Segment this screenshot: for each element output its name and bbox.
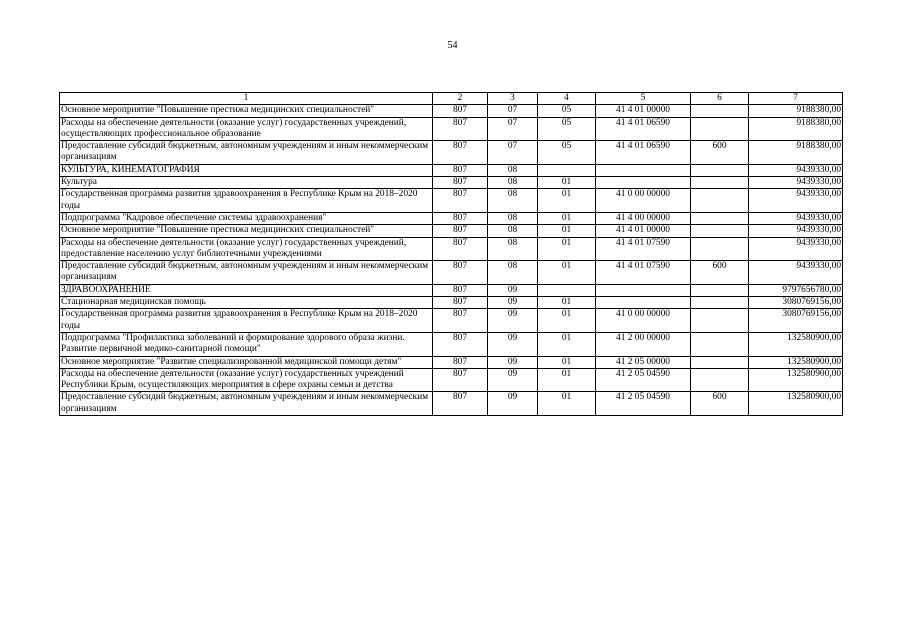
table-row	[60, 177, 843, 189]
budget-table	[59, 92, 843, 416]
row-name: Основное мероприятие "Повышение престижа медицинских специальностей"	[60, 225, 433, 237]
table-row	[60, 261, 843, 285]
row-name: Государственная программа развития здравоохранения в Республике Крым на 2018–2020 годы	[60, 309, 433, 333]
row-csr: 41 4 00 00000	[596, 212, 691, 224]
row-sum: 9439330,00	[749, 261, 843, 285]
row-rz: 08	[488, 177, 538, 189]
row-ved: 807	[433, 261, 488, 285]
row-vr: 600	[691, 261, 749, 285]
row-sum: 9188380,00	[749, 105, 843, 117]
row-ved: 807	[433, 117, 488, 141]
row-name: Основное мероприятие "Развитие специализированной медицинской помощи детям"	[60, 356, 433, 368]
row-vr	[691, 164, 749, 176]
row-name: Расходы на обеспечение деятельности (оказание услуг) государственных учреждений, осуществляющих профессиональное образование	[60, 117, 433, 141]
row-rz: 08	[488, 225, 538, 237]
row-rz: 09	[488, 356, 538, 368]
row-csr: 41 0 00 00000	[596, 309, 691, 333]
row-pr: 05	[538, 105, 596, 117]
column-header-2: 2	[433, 93, 488, 105]
table-row	[60, 297, 843, 309]
row-ved: 807	[433, 189, 488, 213]
row-csr: 41 2 05 00000	[596, 356, 691, 368]
column-header-5: 5	[596, 93, 691, 105]
column-header-6: 6	[691, 93, 749, 105]
row-rz: 09	[488, 368, 538, 392]
row-vr	[691, 177, 749, 189]
row-sum: 9797656780,00	[749, 284, 843, 296]
row-sum: 9439330,00	[749, 225, 843, 237]
table-row	[60, 164, 843, 176]
row-pr: 01	[538, 356, 596, 368]
row-rz: 09	[488, 309, 538, 333]
row-ved: 807	[433, 368, 488, 392]
row-name: Расходы на обеспечение деятельности (оказание услуг) государственных учреждений Республики Крым, осуществляющих мероприятия в сфере охраны семьи и детства	[60, 368, 433, 392]
row-sum: 132580900,00	[749, 368, 843, 392]
row-name: ЗДРАВООХРАНЕНИЕ	[60, 284, 433, 296]
row-sum: 132580900,00	[749, 356, 843, 368]
row-ved: 807	[433, 356, 488, 368]
row-vr	[691, 332, 749, 356]
row-sum: 9439330,00	[749, 189, 843, 213]
row-pr: 01	[538, 212, 596, 224]
row-pr: 01	[538, 297, 596, 309]
row-rz: 08	[488, 261, 538, 285]
row-vr	[691, 117, 749, 141]
row-name: Предоставление субсидий бюджетным, автономным учреждениям и иным некоммерческим организациям	[60, 392, 433, 416]
row-pr: 01	[538, 225, 596, 237]
row-pr: 05	[538, 117, 596, 141]
table-row	[60, 225, 843, 237]
row-ved: 807	[433, 309, 488, 333]
table-header-row	[60, 93, 843, 105]
row-rz: 09	[488, 332, 538, 356]
row-csr	[596, 177, 691, 189]
table-row	[60, 368, 843, 392]
row-vr	[691, 309, 749, 333]
row-csr: 41 2 05 04590	[596, 368, 691, 392]
row-name: Подпрограмма "Профилактика заболеваний и формирование здорового образа жизни. Развитие первичной медико-санитарной помощи"	[60, 332, 433, 356]
row-rz: 09	[488, 297, 538, 309]
row-vr	[691, 212, 749, 224]
row-sum: 132580900,00	[749, 332, 843, 356]
row-vr	[691, 105, 749, 117]
row-csr: 41 4 01 00000	[596, 225, 691, 237]
row-rz: 07	[488, 141, 538, 165]
page-number: 54	[447, 40, 458, 51]
row-csr: 41 4 01 07590	[596, 237, 691, 261]
row-rz: 07	[488, 117, 538, 141]
row-vr: 600	[691, 141, 749, 165]
column-header-3: 3	[488, 93, 538, 105]
row-pr: 01	[538, 392, 596, 416]
row-name: Предоставление субсидий бюджетным, автономным учреждениям и иным некоммерческим организациям	[60, 141, 433, 165]
row-rz: 08	[488, 212, 538, 224]
row-ved: 807	[433, 212, 488, 224]
table-row	[60, 105, 843, 117]
row-vr	[691, 297, 749, 309]
row-rz: 07	[488, 105, 538, 117]
row-ved: 807	[433, 105, 488, 117]
row-name: Культура	[60, 177, 433, 189]
table-row	[60, 284, 843, 296]
table-row	[60, 332, 843, 356]
row-pr	[538, 284, 596, 296]
row-sum: 3080769156,00	[749, 297, 843, 309]
row-ved: 807	[433, 392, 488, 416]
row-name: Основное мероприятие "Повышение престижа медицинских специальностей"	[60, 105, 433, 117]
column-header-1: 1	[60, 93, 433, 105]
row-vr	[691, 189, 749, 213]
row-sum: 132580900,00	[749, 392, 843, 416]
row-csr: 41 4 01 00000	[596, 105, 691, 117]
row-sum: 9439330,00	[749, 237, 843, 261]
row-csr	[596, 164, 691, 176]
row-pr: 01	[538, 189, 596, 213]
row-sum: 9188380,00	[749, 117, 843, 141]
row-name: Подпрограмма "Кадровое обеспечение системы здравоохранения"	[60, 212, 433, 224]
row-csr: 41 4 01 06590	[596, 141, 691, 165]
table-row	[60, 309, 843, 333]
row-csr	[596, 297, 691, 309]
row-ved: 807	[433, 297, 488, 309]
row-pr: 05	[538, 141, 596, 165]
table-row	[60, 392, 843, 416]
row-name: Предоставление субсидий бюджетным, автономным учреждениям и иным некоммерческим организациям	[60, 261, 433, 285]
row-rz: 09	[488, 392, 538, 416]
row-csr: 41 4 01 06590	[596, 117, 691, 141]
row-pr: 01	[538, 368, 596, 392]
row-pr: 01	[538, 237, 596, 261]
row-sum: 9439330,00	[749, 164, 843, 176]
row-ved: 807	[433, 284, 488, 296]
row-ved: 807	[433, 237, 488, 261]
table-row	[60, 117, 843, 141]
row-rz: 08	[488, 237, 538, 261]
row-vr	[691, 225, 749, 237]
row-rz: 08	[488, 164, 538, 176]
row-sum: 9439330,00	[749, 177, 843, 189]
column-header-4: 4	[538, 93, 596, 105]
row-ved: 807	[433, 141, 488, 165]
row-rz: 09	[488, 284, 538, 296]
table-row	[60, 212, 843, 224]
row-ved: 807	[433, 225, 488, 237]
row-pr: 01	[538, 332, 596, 356]
row-pr: 01	[538, 177, 596, 189]
row-csr: 41 2 00 00000	[596, 332, 691, 356]
row-csr: 41 0 00 00000	[596, 189, 691, 213]
row-vr	[691, 237, 749, 261]
row-vr	[691, 368, 749, 392]
row-pr	[538, 164, 596, 176]
table-body	[60, 105, 843, 416]
row-sum: 3080769156,00	[749, 309, 843, 333]
table-row	[60, 189, 843, 213]
row-vr: 600	[691, 392, 749, 416]
row-csr	[596, 284, 691, 296]
row-name: Расходы на обеспечение деятельности (оказание услуг) государственных учреждений, предоставление населению услуг библиотечными учреждениями	[60, 237, 433, 261]
table-row	[60, 141, 843, 165]
row-csr: 41 2 05 04590	[596, 392, 691, 416]
row-sum: 9439330,00	[749, 212, 843, 224]
row-name: Стационарная медицинская помощь	[60, 297, 433, 309]
row-vr	[691, 356, 749, 368]
row-sum: 9188380,00	[749, 141, 843, 165]
row-name: Государственная программа развития здравоохранения в Республике Крым на 2018–2020 годы	[60, 189, 433, 213]
row-pr: 01	[538, 261, 596, 285]
row-ved: 807	[433, 332, 488, 356]
row-ved: 807	[433, 164, 488, 176]
row-csr: 41 4 01 07590	[596, 261, 691, 285]
row-ved: 807	[433, 177, 488, 189]
row-name: КУЛЬТУРА, КИНЕМАТОГРАФИЯ	[60, 164, 433, 176]
table-row	[60, 237, 843, 261]
row-pr: 01	[538, 309, 596, 333]
row-vr	[691, 284, 749, 296]
row-rz: 08	[488, 189, 538, 213]
column-header-7: 7	[749, 93, 843, 105]
table-row	[60, 356, 843, 368]
